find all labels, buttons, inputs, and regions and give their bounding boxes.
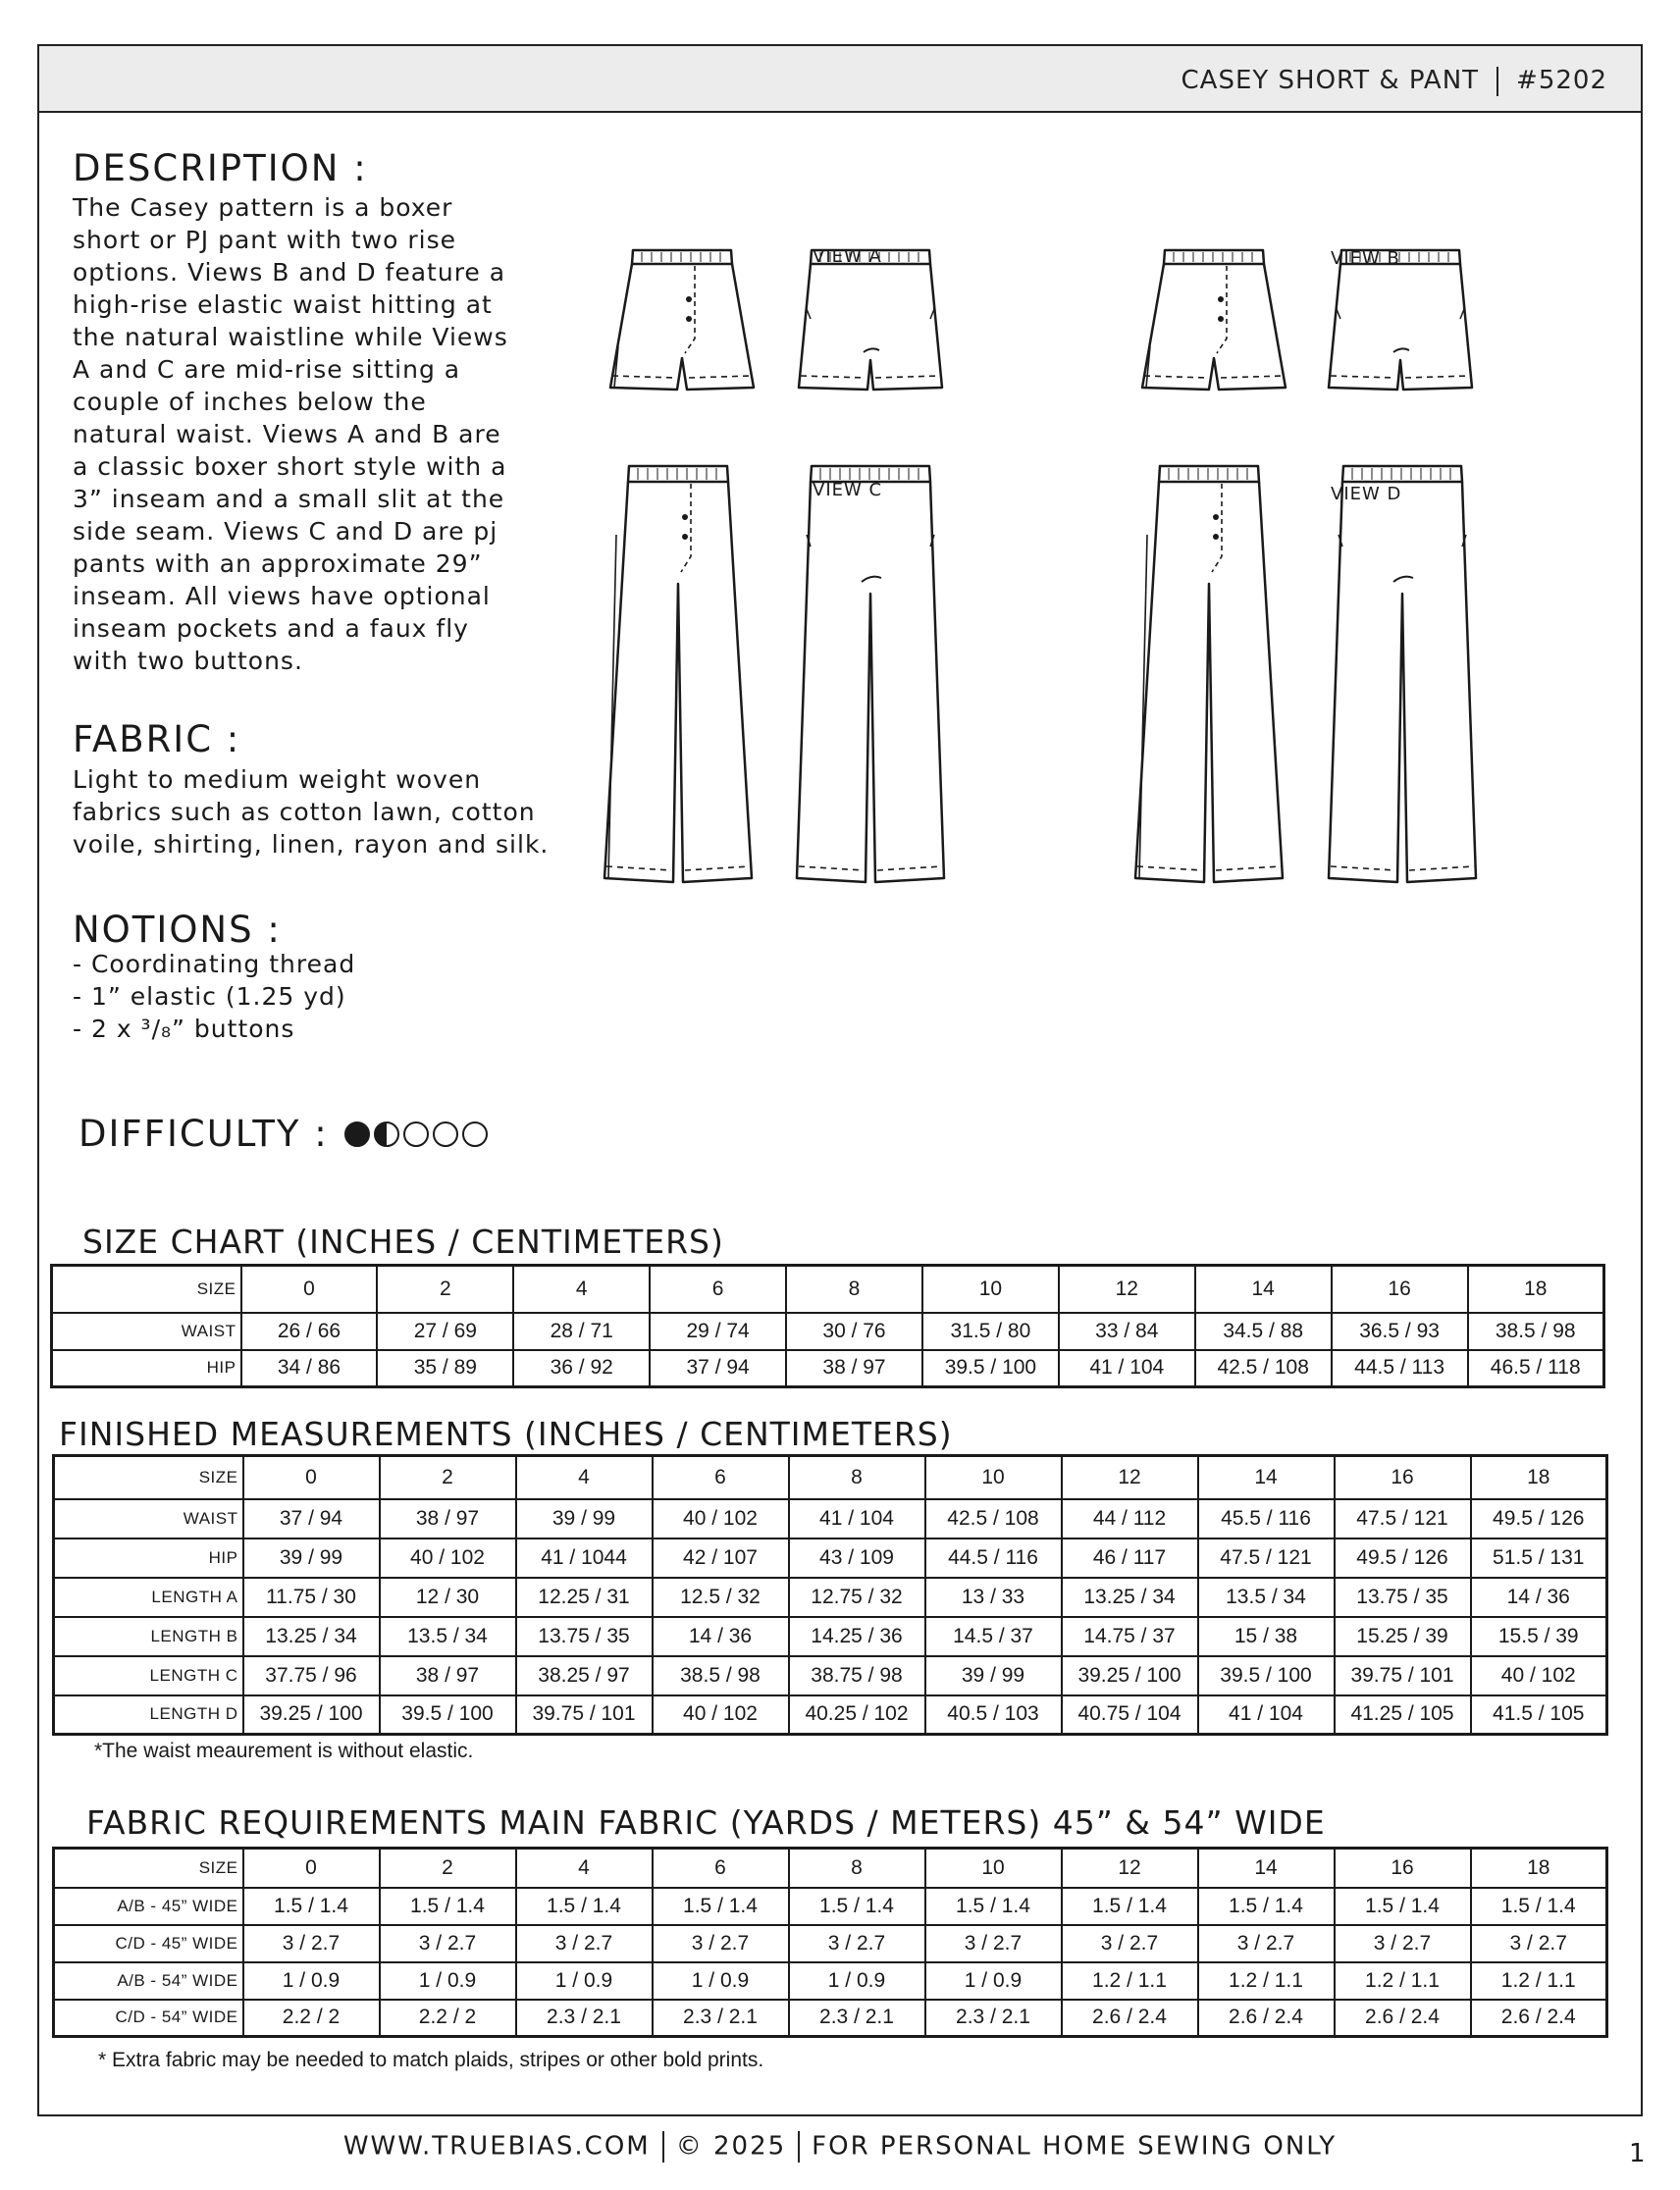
size-chart-table	[50, 1264, 1605, 1388]
finished-table	[52, 1454, 1608, 1736]
table-cell: 2.3 / 2.1	[925, 2000, 1062, 2037]
table-cell: 39.75 / 101	[516, 1695, 653, 1735]
table-row	[54, 1617, 1607, 1656]
table-cell: 3 / 2.7	[789, 1925, 925, 1962]
table-header-row	[54, 1849, 1607, 1888]
table-cell: 1 / 0.9	[516, 1962, 653, 2000]
difficulty-dot	[433, 1121, 458, 1147]
description-line: couple of inches below the	[73, 388, 427, 416]
table-cell: 6	[650, 1266, 786, 1313]
table-cell: 14.5 / 37	[925, 1617, 1062, 1656]
table-cell: 1.5 / 1.4	[380, 1888, 516, 1925]
view-b-front-drawing	[1142, 250, 1286, 390]
table-cell: 2.3 / 2.1	[653, 2000, 789, 2037]
fabric-line: fabrics such as cotton lawn, cotton	[73, 798, 536, 826]
description-line: 3” inseam and a small slit at the	[73, 485, 505, 513]
table-cell: 38 / 97	[786, 1350, 922, 1387]
table-cell: 12	[1059, 1266, 1195, 1313]
table-cell: 39.5 / 100	[922, 1350, 1059, 1387]
table-row	[54, 1925, 1607, 1962]
table-cell: 40.5 / 103	[925, 1695, 1062, 1735]
table-cell: 35 / 89	[377, 1350, 513, 1387]
table-cell: 14.25 / 36	[789, 1617, 925, 1656]
table-cell: 3 / 2.7	[1471, 1925, 1607, 1962]
table-cell: 1.5 / 1.4	[243, 1888, 380, 1925]
table-header-row	[54, 1456, 1607, 1499]
table-cell: 14	[1198, 1849, 1335, 1888]
table-cell: 39 / 99	[925, 1656, 1062, 1695]
table-cell: 34.5 / 88	[1195, 1313, 1332, 1350]
table-row	[54, 1656, 1607, 1695]
table-row	[54, 2000, 1607, 2037]
table-cell: 8	[789, 1456, 925, 1499]
view-c-front-drawing	[604, 466, 752, 882]
page-number: 1	[1629, 2139, 1646, 2168]
table-cell: 13.25 / 34	[1062, 1578, 1198, 1617]
view-c-label: VIEW C	[813, 480, 883, 500]
table-cell: 10	[925, 1849, 1062, 1888]
table-cell: 1.5 / 1.4	[1471, 1888, 1607, 1925]
table-cell: 2.6 / 2.4	[1062, 2000, 1198, 2037]
table-cell: 41 / 1044	[516, 1538, 653, 1578]
table-cell: 14 / 36	[653, 1617, 789, 1656]
table-cell: 12.75 / 32	[789, 1578, 925, 1617]
difficulty-dot	[344, 1121, 370, 1147]
table-cell: 13.5 / 34	[1198, 1578, 1335, 1617]
table-cell: 2.3 / 2.1	[789, 2000, 925, 2037]
table-cell: 14 / 36	[1471, 1578, 1607, 1617]
table-cell: 42.5 / 108	[1195, 1350, 1332, 1387]
table-cell: 15 / 38	[1198, 1617, 1335, 1656]
table-cell: 51.5 / 131	[1471, 1538, 1607, 1578]
table-cell: 26 / 66	[241, 1313, 378, 1350]
table-cell: 15.25 / 39	[1335, 1617, 1471, 1656]
table-cell: 2.2 / 2	[380, 2000, 516, 2037]
difficulty-dot	[374, 1121, 399, 1147]
fabric-text	[73, 763, 549, 860]
fabric-line: Light to medium weight woven	[73, 765, 482, 794]
footer-copyright: © 2025	[675, 2131, 787, 2162]
table-cell: 13.5 / 34	[380, 1617, 516, 1656]
table-cell: 38.5 / 98	[1468, 1313, 1604, 1350]
table-cell: 1 / 0.9	[380, 1962, 516, 2000]
row-label: WAIST	[54, 1499, 243, 1538]
table-cell: 40.25 / 102	[789, 1695, 925, 1735]
table-row	[54, 1888, 1607, 1925]
description-line: short or PJ pant with two rise	[73, 226, 456, 254]
table-cell: 45.5 / 116	[1198, 1499, 1335, 1538]
table-cell: 36.5 / 93	[1332, 1313, 1468, 1350]
table-cell: 38.75 / 98	[789, 1656, 925, 1695]
table-row	[54, 1538, 1607, 1578]
view-d-front-drawing	[1135, 466, 1283, 882]
table-row	[52, 1313, 1604, 1350]
table-cell: 13 / 33	[925, 1578, 1062, 1617]
notion-item: - 1” elastic (1.25 yd)	[73, 982, 346, 1011]
finished-note: *The waist meaurement is without elastic.	[94, 1740, 474, 1762]
row-label: A/B - 54” WIDE	[54, 1962, 243, 2000]
table-cell: 3 / 2.7	[1198, 1925, 1335, 1962]
table-cell: 1.2 / 1.1	[1198, 1962, 1335, 2000]
table-cell: 6	[653, 1849, 789, 1888]
table-cell: 41 / 104	[1059, 1350, 1195, 1387]
table-cell: 12.25 / 31	[516, 1578, 653, 1617]
table-cell: 4	[513, 1266, 650, 1313]
table-cell: 49.5 / 126	[1471, 1499, 1607, 1538]
table-cell: 3 / 2.7	[380, 1925, 516, 1962]
table-cell: 1.5 / 1.4	[1198, 1888, 1335, 1925]
row-label: LENGTH B	[54, 1617, 243, 1656]
table-cell: 40 / 102	[653, 1695, 789, 1735]
description-line: pants with an approximate 29”	[73, 549, 483, 578]
technical-drawings	[589, 231, 1629, 917]
table-cell: 2	[377, 1266, 513, 1313]
description-line: side seam. Views C and D are pj	[73, 517, 499, 546]
table-cell: 39 / 99	[516, 1499, 653, 1538]
table-cell: 2.6 / 2.4	[1335, 2000, 1471, 2037]
table-cell: 31.5 / 80	[922, 1313, 1059, 1350]
table-cell: 18	[1471, 1849, 1607, 1888]
table-cell: 0	[243, 1849, 380, 1888]
table-cell: 12 / 30	[380, 1578, 516, 1617]
table-cell: 39.75 / 101	[1335, 1656, 1471, 1695]
row-label: LENGTH D	[54, 1695, 243, 1735]
table-cell: 44 / 112	[1062, 1499, 1198, 1538]
table-cell: 46.5 / 118	[1468, 1350, 1604, 1387]
fabric-line: voile, shirting, linen, rayon and silk.	[73, 830, 550, 859]
description-line: high-rise elastic waist hitting at	[73, 290, 493, 319]
description-line: inseam. All views have optional	[73, 582, 491, 610]
table-cell: 16	[1335, 1849, 1471, 1888]
table-row	[54, 1499, 1607, 1538]
table-cell: 2.3 / 2.1	[516, 2000, 653, 2037]
difficulty-rating	[344, 1121, 488, 1147]
table-cell: 4	[516, 1849, 653, 1888]
view-c-back-drawing	[797, 466, 944, 882]
row-label: C/D - 45” WIDE	[54, 1925, 243, 1962]
table-cell: 10	[922, 1266, 1059, 1313]
table-cell: 34 / 86	[241, 1350, 378, 1387]
table-cell: 41 / 104	[1198, 1695, 1335, 1735]
size-chart-title: SIZE CHART (INCHES / CENTIMETERS)	[82, 1223, 724, 1261]
view-a-back-drawing	[799, 250, 942, 390]
table-cell: 37.75 / 96	[243, 1656, 380, 1695]
table-cell: 14	[1195, 1266, 1332, 1313]
row-label: WAIST	[52, 1313, 241, 1350]
notions-title: NOTIONS :	[73, 909, 282, 951]
table-cell: 43 / 109	[789, 1538, 925, 1578]
table-cell: 37 / 94	[650, 1350, 786, 1387]
header-band	[39, 46, 1641, 113]
table-cell: 3 / 2.7	[243, 1925, 380, 1962]
description-line: The Casey pattern is a boxer	[73, 193, 453, 222]
table-cell: 1.5 / 1.4	[1062, 1888, 1198, 1925]
view-d-label: VIEW D	[1331, 484, 1402, 504]
view-a-front-drawing	[610, 250, 754, 390]
table-cell: 3 / 2.7	[925, 1925, 1062, 1962]
row-label: HIP	[54, 1538, 243, 1578]
table-cell: 1 / 0.9	[653, 1962, 789, 2000]
row-label: LENGTH C	[54, 1656, 243, 1695]
table-cell: 42 / 107	[653, 1538, 789, 1578]
table-cell: 1.2 / 1.1	[1062, 1962, 1198, 2000]
fabric-title: FABRIC :	[73, 718, 241, 760]
table-cell: 40 / 102	[380, 1538, 516, 1578]
table-cell: 1.2 / 1.1	[1471, 1962, 1607, 2000]
table-cell: 6	[653, 1456, 789, 1499]
footer-divider	[798, 2131, 800, 2163]
table-cell: 2.2 / 2	[243, 2000, 380, 2037]
table-cell: 0	[241, 1266, 378, 1313]
table-cell: 13.25 / 34	[243, 1617, 380, 1656]
table-cell: 16	[1335, 1456, 1471, 1499]
table-cell: 14.75 / 37	[1062, 1617, 1198, 1656]
difficulty-dot	[403, 1121, 429, 1147]
table-cell: 3 / 2.7	[1062, 1925, 1198, 1962]
table-cell: 13.75 / 35	[1335, 1578, 1471, 1617]
difficulty-label: DIFFICULTY :	[79, 1113, 329, 1155]
table-cell: 42.5 / 108	[925, 1499, 1062, 1538]
table-cell: 11.75 / 30	[243, 1578, 380, 1617]
table-cell: 0	[243, 1456, 380, 1499]
description-title: DESCRIPTION :	[73, 147, 368, 189]
table-cell: 46 / 117	[1062, 1538, 1198, 1578]
row-label: C/D - 54” WIDE	[54, 2000, 243, 2037]
table-cell: 33 / 84	[1059, 1313, 1195, 1350]
description-line: inseam pockets and a faux fly	[73, 614, 469, 643]
table-row	[54, 1578, 1607, 1617]
finished-title: FINISHED MEASUREMENTS (INCHES / CENTIMETERS)	[59, 1415, 953, 1453]
footer-divider	[662, 2131, 664, 2163]
table-cell: 38.5 / 98	[653, 1656, 789, 1695]
description-text	[73, 191, 508, 677]
table-header-row	[52, 1266, 1604, 1313]
table-cell: 27 / 69	[377, 1313, 513, 1350]
notion-item: - Coordinating thread	[73, 950, 356, 978]
table-cell: 1.2 / 1.1	[1335, 1962, 1471, 2000]
table-cell: 2.6 / 2.4	[1471, 2000, 1607, 2037]
table-cell: 49.5 / 126	[1335, 1538, 1471, 1578]
table-cell: 40 / 102	[1471, 1656, 1607, 1695]
view-b-label: VIEW B	[1331, 248, 1400, 269]
table-cell: 41 / 104	[789, 1499, 925, 1538]
table-cell: 13.75 / 35	[516, 1617, 653, 1656]
table-row	[54, 1962, 1607, 2000]
table-cell: 37 / 94	[243, 1499, 380, 1538]
row-label: LENGTH A	[54, 1578, 243, 1617]
table-cell: 39 / 99	[243, 1538, 380, 1578]
table-cell: 29 / 74	[650, 1313, 786, 1350]
view-d-back-drawing	[1329, 466, 1476, 882]
pattern-header	[1181, 66, 1607, 96]
description-line: natural waist. Views A and B are	[73, 420, 501, 448]
table-cell: 1.5 / 1.4	[925, 1888, 1062, 1925]
row-label: A/B - 45” WIDE	[54, 1888, 243, 1925]
footer	[0, 2131, 1680, 2163]
table-cell: 15.5 / 39	[1471, 1617, 1607, 1656]
table-cell: 8	[789, 1849, 925, 1888]
table-cell: 18	[1468, 1266, 1604, 1313]
view-a-label: VIEW A	[813, 246, 882, 267]
view-b-back-drawing	[1329, 250, 1472, 390]
row-label: SIZE	[52, 1266, 241, 1313]
table-cell: 1.5 / 1.4	[789, 1888, 925, 1925]
table-cell: 12	[1062, 1456, 1198, 1499]
table-cell: 38 / 97	[380, 1656, 516, 1695]
row-label: SIZE	[54, 1849, 243, 1888]
header-divider	[1496, 67, 1498, 96]
pattern-name: CASEY SHORT & PANT	[1181, 66, 1480, 95]
description-line: options. Views B and D feature a	[73, 258, 506, 287]
table-cell: 44.5 / 113	[1332, 1350, 1468, 1387]
table-row	[52, 1350, 1604, 1387]
fabric-req-table	[52, 1847, 1608, 2038]
table-cell: 47.5 / 121	[1335, 1499, 1471, 1538]
table-cell: 41.5 / 105	[1471, 1695, 1607, 1735]
pattern-number: #5202	[1516, 66, 1607, 95]
table-cell: 40 / 102	[653, 1499, 789, 1538]
description-line: a classic boxer short style with a	[73, 452, 507, 481]
table-cell: 40.75 / 104	[1062, 1695, 1198, 1735]
table-cell: 3 / 2.7	[1335, 1925, 1471, 1962]
table-cell: 1.5 / 1.4	[653, 1888, 789, 1925]
table-cell: 8	[786, 1266, 922, 1313]
table-cell: 1.5 / 1.4	[516, 1888, 653, 1925]
description-line: with two buttons.	[73, 647, 303, 675]
table-cell: 28 / 71	[513, 1313, 650, 1350]
table-cell: 3 / 2.7	[653, 1925, 789, 1962]
table-cell: 14	[1198, 1456, 1335, 1499]
difficulty	[79, 1113, 488, 1155]
table-cell: 39.5 / 100	[1198, 1656, 1335, 1695]
fabric-req-note: * Extra fabric may be needed to match plaids, stripes or other bold prints.	[98, 2049, 764, 2071]
notion-item: - 2 x ³/₈” buttons	[73, 1015, 295, 1043]
table-cell: 12	[1062, 1849, 1198, 1888]
table-cell: 39.25 / 100	[1062, 1656, 1198, 1695]
notions-list	[73, 948, 355, 1045]
table-cell: 38 / 97	[380, 1499, 516, 1538]
table-cell: 2	[380, 1849, 516, 1888]
table-cell: 16	[1332, 1266, 1468, 1313]
table-cell: 10	[925, 1456, 1062, 1499]
table-cell: 39.25 / 100	[243, 1695, 380, 1735]
table-cell: 30 / 76	[786, 1313, 922, 1350]
footer-usage: FOR PERSONAL HOME SEWING ONLY	[812, 2131, 1338, 2162]
table-cell: 39.5 / 100	[380, 1695, 516, 1735]
table-cell: 44.5 / 116	[925, 1538, 1062, 1578]
description-line: A and C are mid-rise sitting a	[73, 355, 461, 384]
table-cell: 38.25 / 97	[516, 1656, 653, 1695]
table-cell: 4	[516, 1456, 653, 1499]
description-line: the natural waistline while Views	[73, 323, 508, 351]
table-cell: 1 / 0.9	[243, 1962, 380, 2000]
row-label: SIZE	[54, 1456, 243, 1499]
table-cell: 1 / 0.9	[789, 1962, 925, 2000]
difficulty-dot	[462, 1121, 488, 1147]
table-cell: 2.6 / 2.4	[1198, 2000, 1335, 2037]
row-label: HIP	[52, 1350, 241, 1387]
table-cell: 1.5 / 1.4	[1335, 1888, 1471, 1925]
table-cell: 12.5 / 32	[653, 1578, 789, 1617]
table-row	[54, 1695, 1607, 1735]
table-cell: 3 / 2.7	[516, 1925, 653, 1962]
table-cell: 2	[380, 1456, 516, 1499]
table-cell: 47.5 / 121	[1198, 1538, 1335, 1578]
table-cell: 36 / 92	[513, 1350, 650, 1387]
footer-website[interactable]: WWW.TRUEBIAS.COM	[342, 2131, 651, 2162]
table-cell: 1 / 0.9	[925, 1962, 1062, 2000]
table-cell: 18	[1471, 1456, 1607, 1499]
fabric-req-title: FABRIC REQUIREMENTS MAIN FABRIC (YARDS / METERS) 45” & 54” WIDE	[86, 1803, 1326, 1842]
table-cell: 41.25 / 105	[1335, 1695, 1471, 1735]
